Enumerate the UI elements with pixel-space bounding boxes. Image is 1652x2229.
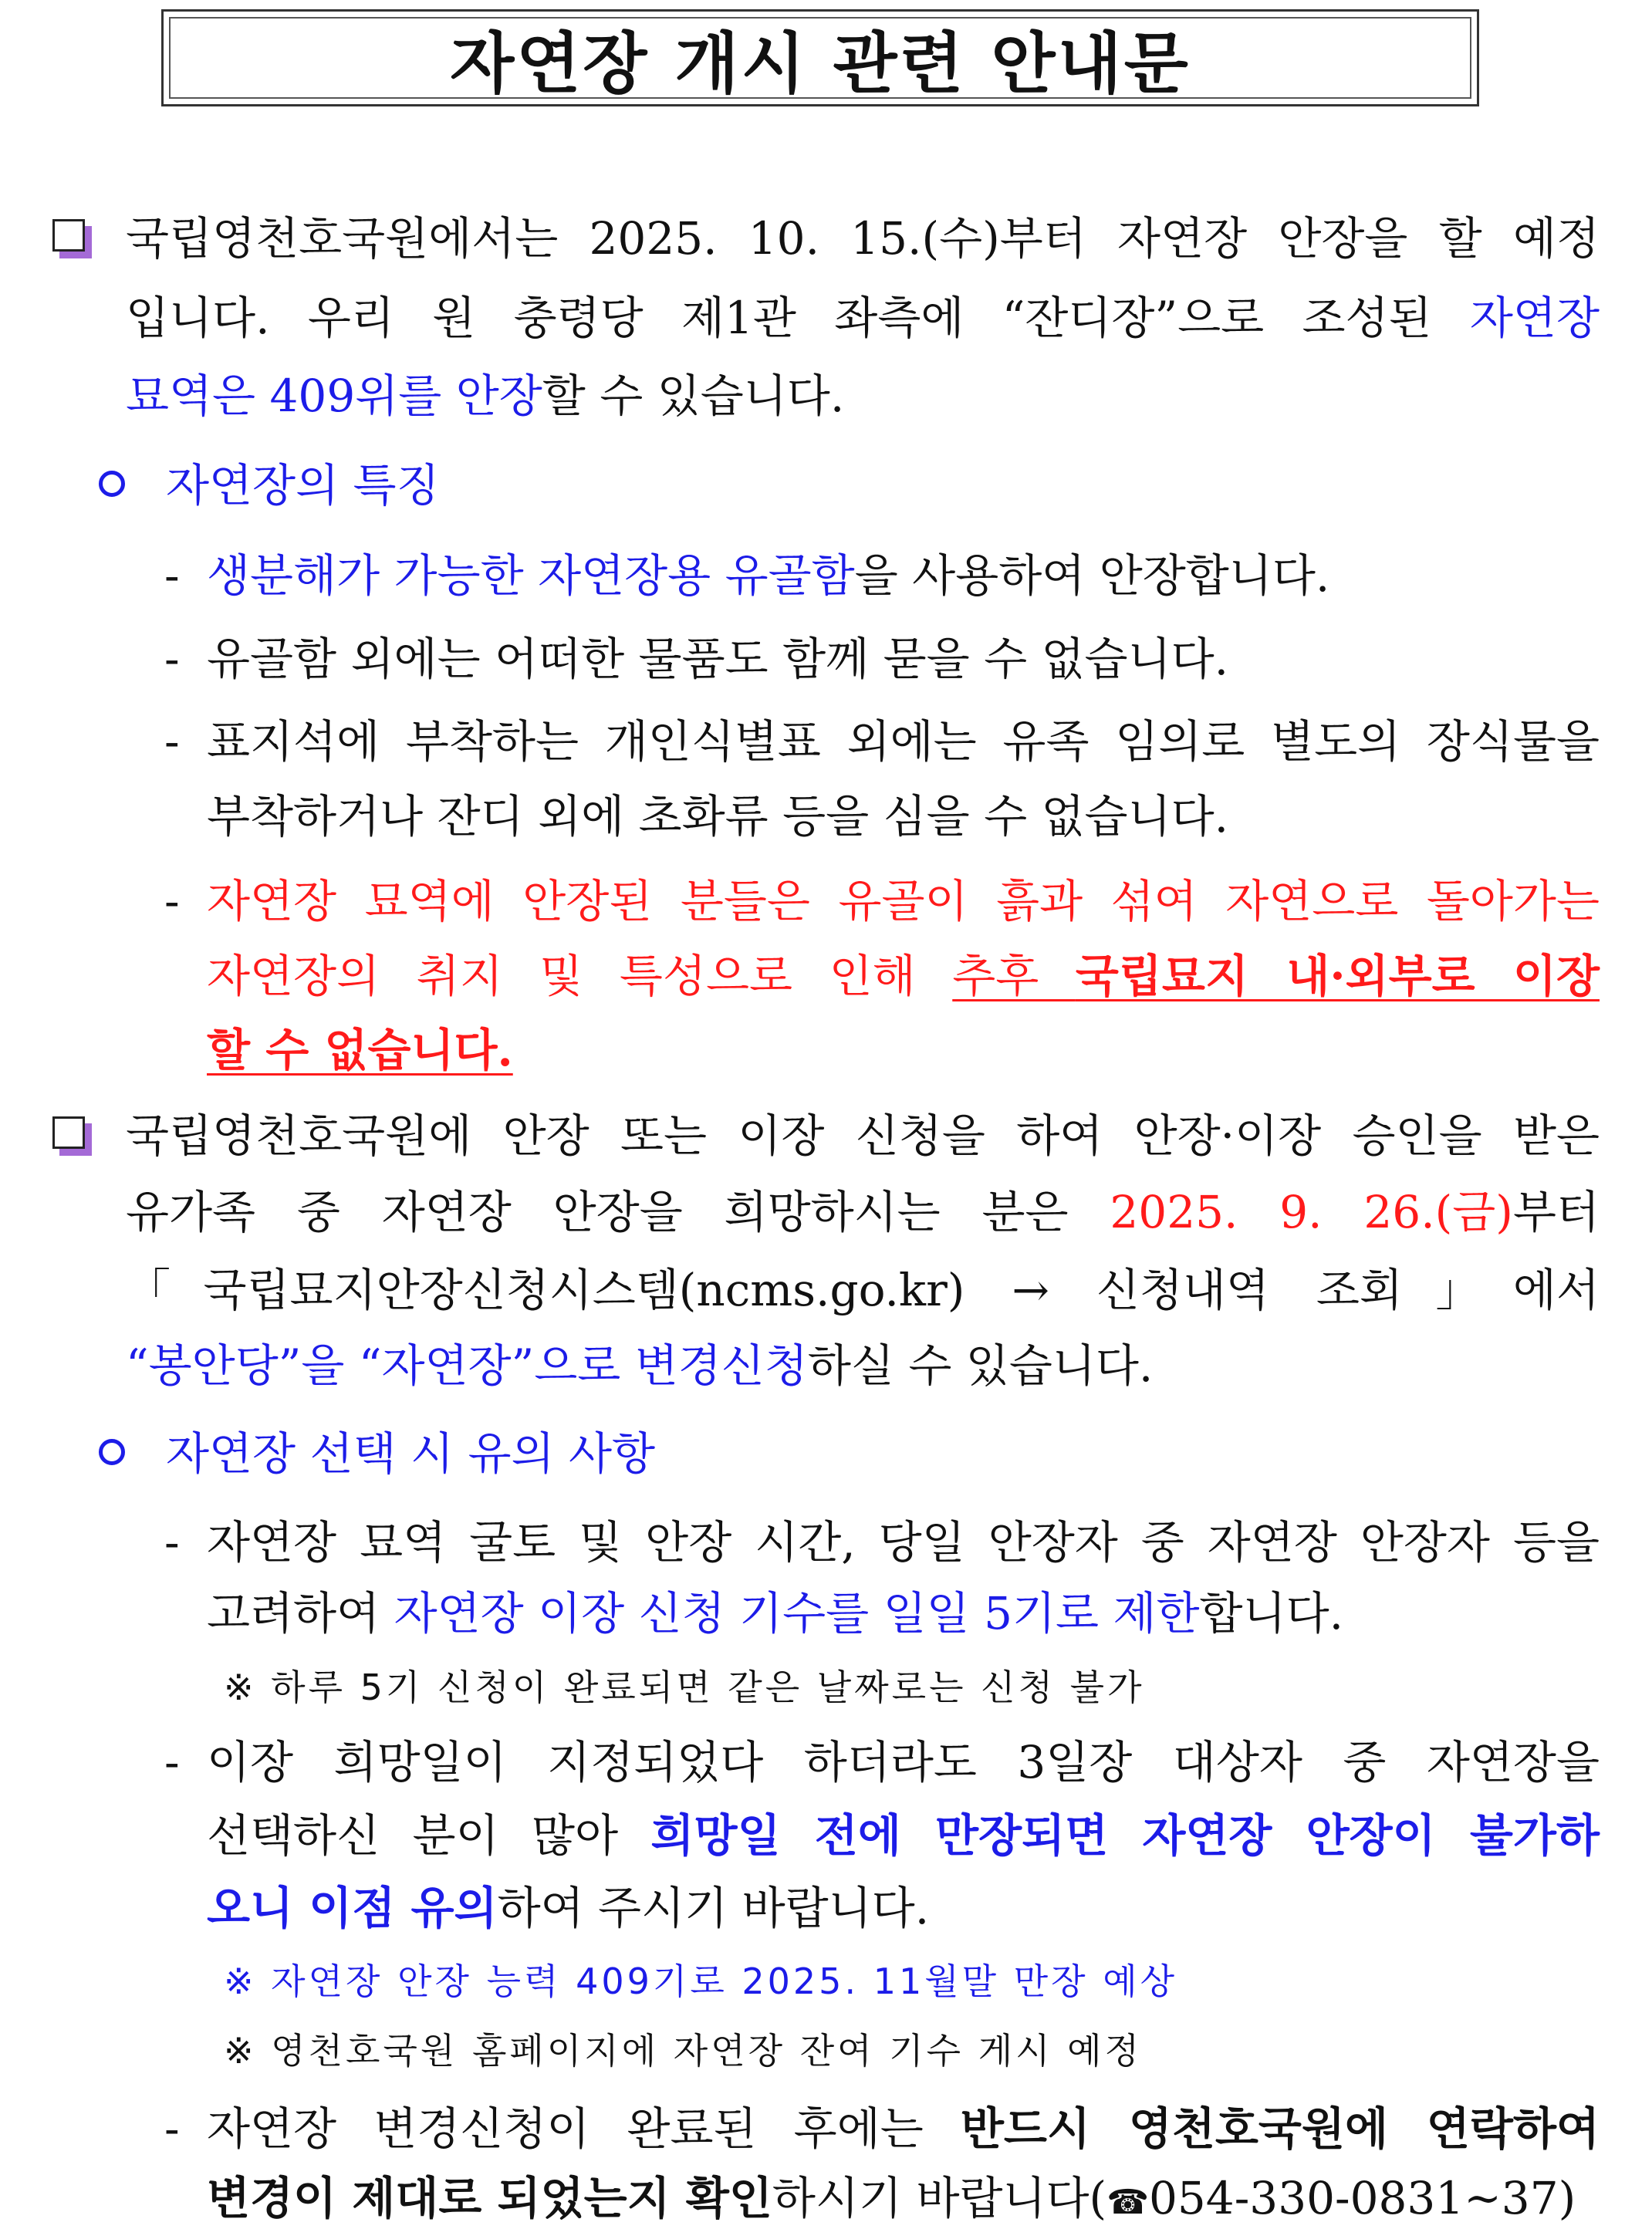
caution-dash-3: -: [164, 2102, 180, 2155]
section2-line4: “봉안당”을 “자연장”으로 변경신청하실 수 있습니다.: [126, 1339, 1154, 1392]
caution-dash-1: -: [164, 1516, 180, 1569]
square-bullet-icon: [52, 219, 95, 262]
caution-2-line2: 선택하신 분이 많아 희망일 전에 만장되면 자연장 안장이 불가하: [207, 1809, 1600, 1862]
feature-dash-2: -: [164, 633, 180, 685]
page-title: 자연장 개시 관련 안내문: [450, 25, 1191, 103]
feature-1: 생분해가 가능한 자연장용 유골함을 사용하여 안장합니다.: [207, 549, 1330, 602]
feature-4-line2: 자연장의 취지 및 특성으로 인해 추후 국립묘지 내·외부로 이장: [207, 950, 1600, 1002]
section1-line2: 입니다. 우리 원 충령당 제1관 좌측에 “잔디장”으로 조성된 자연장: [126, 292, 1600, 344]
feature-dash-1: -: [164, 549, 180, 602]
square-bullet-icon-2: [52, 1116, 95, 1159]
section2-line2: 유가족 중 자연장 안장을 희망하시는 분은 2025. 9. 26.(금)부터: [126, 1186, 1600, 1238]
caution-2-line3: 오니 이점 유의하여 주시기 바랍니다.: [207, 1882, 930, 1934]
note-1: ※ 하루 5기 신청이 완료되면 같은 날짜로는 신청 불가: [224, 1667, 1145, 1708]
caution-1-line2: 고려하여 자연장 이장 신청 기수를 일일 5기로 제한합니다.: [207, 1587, 1344, 1640]
circle-bullet-icon-2: [99, 1439, 125, 1465]
feature-dash-3: -: [164, 715, 180, 768]
feature-3-line2: 부착하거나 잔디 외에 초화류 등을 심을 수 없습니다.: [207, 790, 1229, 843]
caution-dash-2: -: [164, 1736, 180, 1788]
caution-3-line2: 변경이 제대로 되었는지 확인하시기 바랍니다(☎054-330-0831~37): [207, 2172, 1576, 2224]
caution-3-line1: 자연장 변경신청이 완료된 후에는 반드시 영천호국원에 연락하여: [207, 2102, 1600, 2155]
feature-4-line1: 자연장 묘역에 안장된 분들은 유골이 흙과 섞여 자연으로 돌아가는: [207, 875, 1600, 927]
feature-2: 유골함 외에는 어떠한 물품도 함께 묻을 수 없습니다.: [207, 633, 1229, 685]
section2-line3: 「국립묘지안장신청시스템(ncms.go.kr) → 신청내역 조회」에서: [126, 1264, 1600, 1316]
heading-features: 자연장의 특징: [166, 459, 440, 512]
feature-dash-4: -: [164, 875, 180, 927]
circle-bullet-icon: [99, 471, 125, 497]
telephone-icon: ☎: [1106, 2183, 1149, 2222]
heading-cautions: 자연장 선택 시 유의 사항: [166, 1427, 656, 1480]
caution-1-line1: 자연장 묘역 굴토 및 안장 시간, 당일 안장자 중 자연장 안장자 등을: [207, 1516, 1600, 1569]
section2-line1: 국립영천호국원에 안장 또는 이장 신청을 하여 안장·이장 승인을 받은: [126, 1109, 1600, 1162]
feature-4-line3: 할 수 없습니다.: [207, 1024, 513, 1076]
section1-line1: 국립영천호국원에서는 2025. 10. 15.(수)부터 자연장 안장을 할 예정: [126, 212, 1600, 265]
feature-3-line1: 표지석에 부착하는 개인식별표 외에는 유족 임의로 별도의 장식물을: [207, 715, 1600, 768]
caution-2-line1: 이장 희망일이 지정되었다 하더라도 3일장 대상자 중 자연장을: [207, 1736, 1600, 1788]
note-3: ※ 영천호국원 홈페이지에 자연장 잔여 기수 게시 예정: [224, 2030, 1143, 2072]
phone-number: 054-330-0831~37): [1149, 2172, 1576, 2224]
section1-line3: 묘역은 409위를 안장할 수 있습니다.: [126, 370, 845, 422]
note-2: ※ 자연장 안장 능력 409기로 2025. 11월말 만장 예상: [224, 1961, 1178, 2002]
